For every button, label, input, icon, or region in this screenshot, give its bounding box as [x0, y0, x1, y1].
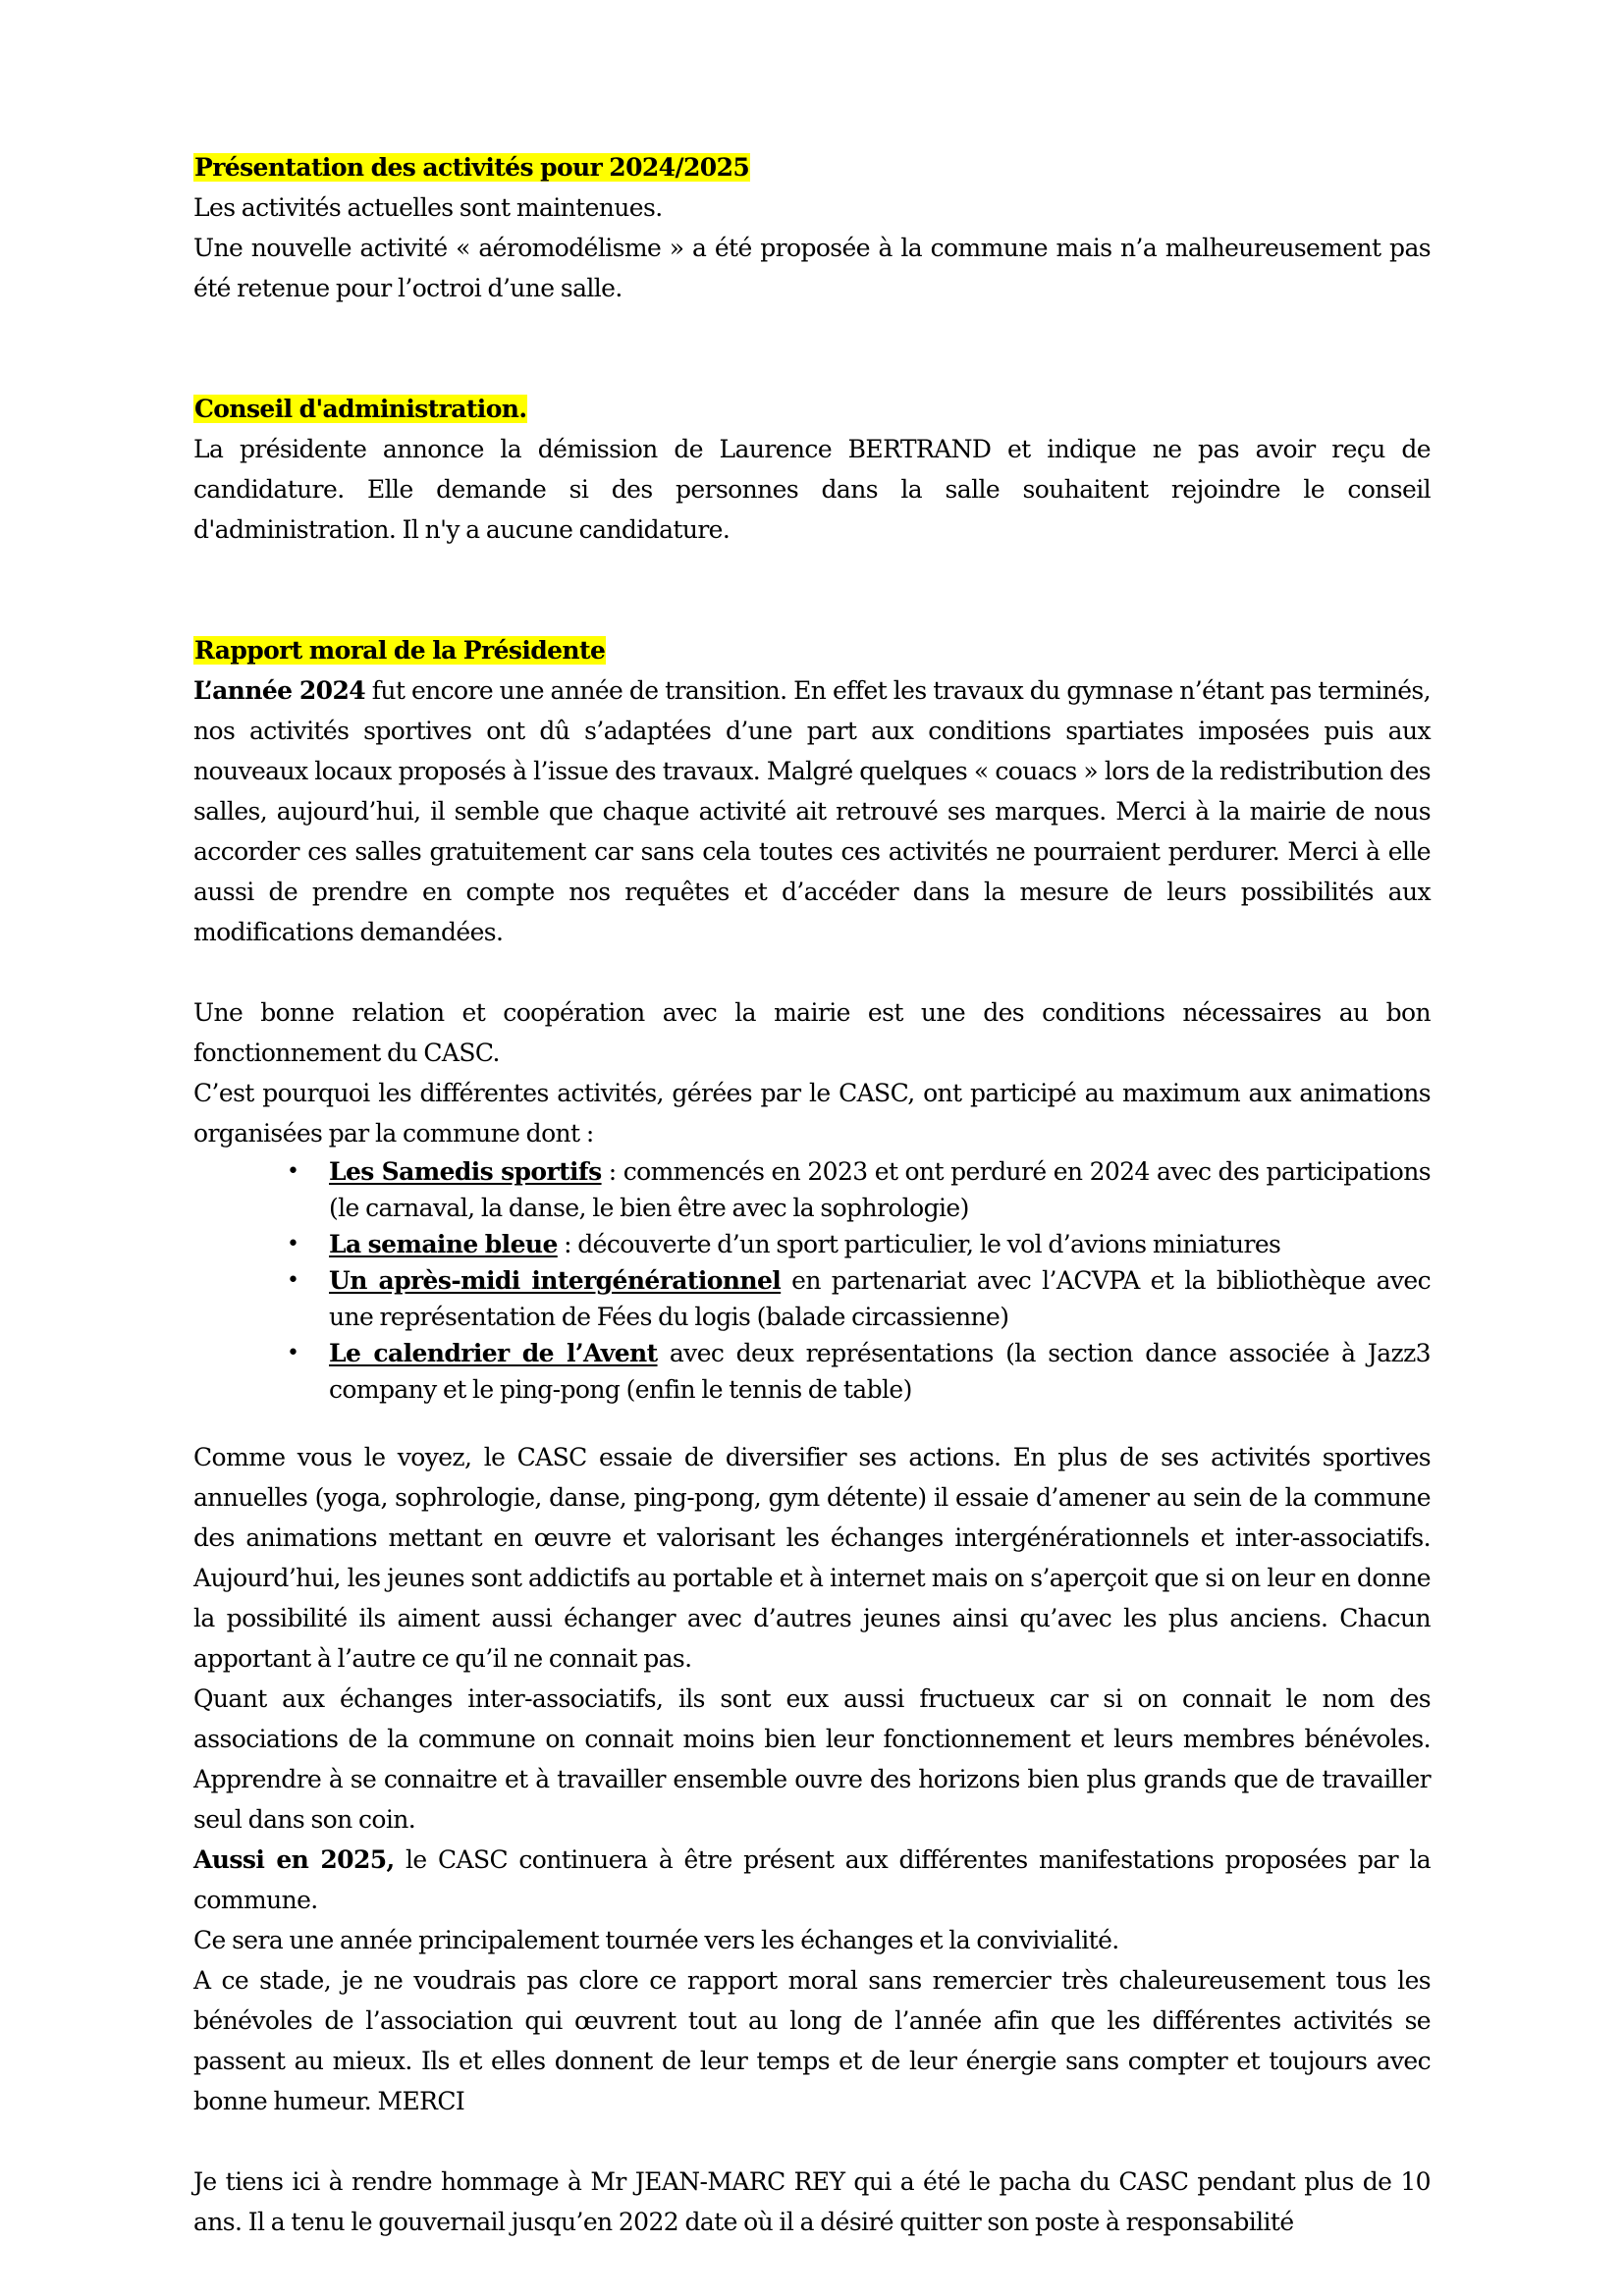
- paragraph: Ce sera une année principalement tournée vers les échanges et la convivialité.: [193, 1926, 1119, 1954]
- emphasis: L’année 2024: [193, 676, 366, 705]
- list-item-text: en partenariat avec l’ACVPA et la bibliothèque avec une représentation de Fées du logis (balade circassienne): [329, 1266, 1431, 1331]
- list-item: [193, 1226, 1431, 1262]
- list-item-label: Les Samedis sportifs: [329, 1157, 602, 1186]
- paragraph-text: fut encore une année de transition. En effet les travaux du gymnase n’étant pas terminés, nos activités sportives ont dû s’adaptées d’une part aux conditions spartiates imposées puis aux nouveaux locaux proposés à l’issue des travaux. Malgré quelques « couacs » lors de la redistribution des salles, aujourd’hui, il semble que chaque activité ait retrouvé ses marques. Merci à la mairie de nous accorder ces salles gratuitement car sans cela toutes ces activités ne pourraient perdurer. Merci à elle aussi de prendre en compte nos requêtes et d’accéder dans la mesure de leurs possibilités aux modifications demandées.: [193, 676, 1431, 946]
- document-page: [193, 147, 1431, 2242]
- bullet-icon: •: [287, 1232, 299, 1256]
- section-activities: [193, 147, 1431, 308]
- paragraph: Une bonne relation et coopération avec la mairie est une des conditions nécessaires au bon fonctionnement du CASC.: [193, 998, 1431, 1067]
- list-item-label: La semaine bleue: [329, 1230, 558, 1258]
- spacer: [193, 308, 1431, 389]
- spacer: [193, 550, 1431, 630]
- spacer: [193, 2121, 1431, 2162]
- paragraph: Comme vous le voyez, le CASC essaie de diversifier ses actions. En plus de ses activités sportives annuelles (yoga, sophrologie, danse, ping-pong, gym détente) il essaie d’amener au sein de la commune des animations mettant en œuvre et valorisant les échanges intergénérationnels et inter-associatifs. Aujourd’hui, les jeunes sont addictifs au portable et à internet mais on s’aperçoit que si on leur en donne la possibilité ils aiment aussi échanger avec d’autres jeunes ainsi qu’avec les plus anciens. Chacun apportant à l’autre ce qu’il ne connait pas.: [193, 1443, 1431, 1673]
- list-item-text: : commencés en 2023 et ont perduré en 2024 avec des participations (le carnaval, la danse, le bien être avec la sophrologie): [329, 1157, 1431, 1222]
- bullet-icon: •: [287, 1341, 299, 1365]
- paragraph-text: le CASC continuera à être présent aux différentes manifestations proposées par la commune.: [193, 1845, 1431, 1914]
- list-item: [193, 1153, 1431, 1226]
- paragraph: [193, 1840, 1431, 1920]
- paragraph: [193, 670, 1431, 952]
- paragraph: Les activités actuelles sont maintenues.: [193, 193, 663, 222]
- list-item: [193, 1335, 1431, 1408]
- spacer: [193, 952, 1431, 992]
- heading-report: Rapport moral de la Présidente: [194, 636, 606, 665]
- bullet-icon: •: [287, 1268, 299, 1293]
- bullet-list: [193, 1153, 1431, 1408]
- paragraph: A ce stade, je ne voudrais pas clore ce rapport moral sans remercier très chaleureusement tous les bénévoles de l’association qui œuvrent tout au long de l’année afin que les différentes activités se passent au mieux. Ils et elles donnent de leur temps et de leur énergie sans compter et toujours avec bonne humeur. MERCI: [193, 1966, 1431, 2115]
- list-item-text: : découverte d’un sport particulier, le vol d’avions miniatures: [557, 1230, 1281, 1258]
- paragraph: Quant aux échanges inter-associatifs, ils sont eux aussi fructueux car si on connait le nom des associations de la commune on connait moins bien leur fonctionnement et leurs membres bénévoles. Apprendre à se connaitre et à travailler ensemble ouvre des horizons bien plus grands que de travailler seul dans son coin.: [193, 1684, 1431, 1834]
- list-item-label: Le calendrier de l’Avent: [329, 1339, 658, 1367]
- emphasis: Aussi en 2025,: [193, 1845, 395, 1874]
- spacer: [193, 1408, 1431, 1437]
- list-item-label: Un après-midi intergénérationnel: [329, 1266, 782, 1295]
- bullet-icon: •: [287, 1159, 299, 1184]
- paragraph: La présidente annonce la démission de Laurence BERTRAND et indique ne pas avoir reçu de candidature. Elle demande si des personnes dans la salle souhaitent rejoindre le conseil d'administration. Il n'y a aucune candidature.: [193, 435, 1431, 544]
- paragraph: Je tiens ici à rendre hommage à Mr JEAN-MARC REY qui a été le pacha du CASC pendant plus de 10 ans. Il a tenu le gouvernail jusqu’en 2022 date où il a désiré quitter son poste à responsabilité: [193, 2167, 1431, 2236]
- heading-activities: Présentation des activités pour 2024/2025: [194, 153, 750, 182]
- list-item-text: avec deux représentations (la section dance associée à Jazz3 company et le ping-pong (enfin le tennis de table): [329, 1339, 1431, 1404]
- paragraph: Une nouvelle activité « aéromodélisme » a été proposée à la commune mais n’a malheureusement pas été retenue pour l’octroi d’une salle.: [193, 234, 1431, 302]
- section-report: [193, 630, 1431, 2242]
- paragraph: C’est pourquoi les différentes activités, gérées par le CASC, ont participé au maximum aux animations organisées par la commune dont :: [193, 1079, 1431, 1148]
- list-item: [193, 1262, 1431, 1335]
- heading-board: Conseil d'administration.: [194, 395, 527, 423]
- section-board: [193, 389, 1431, 550]
